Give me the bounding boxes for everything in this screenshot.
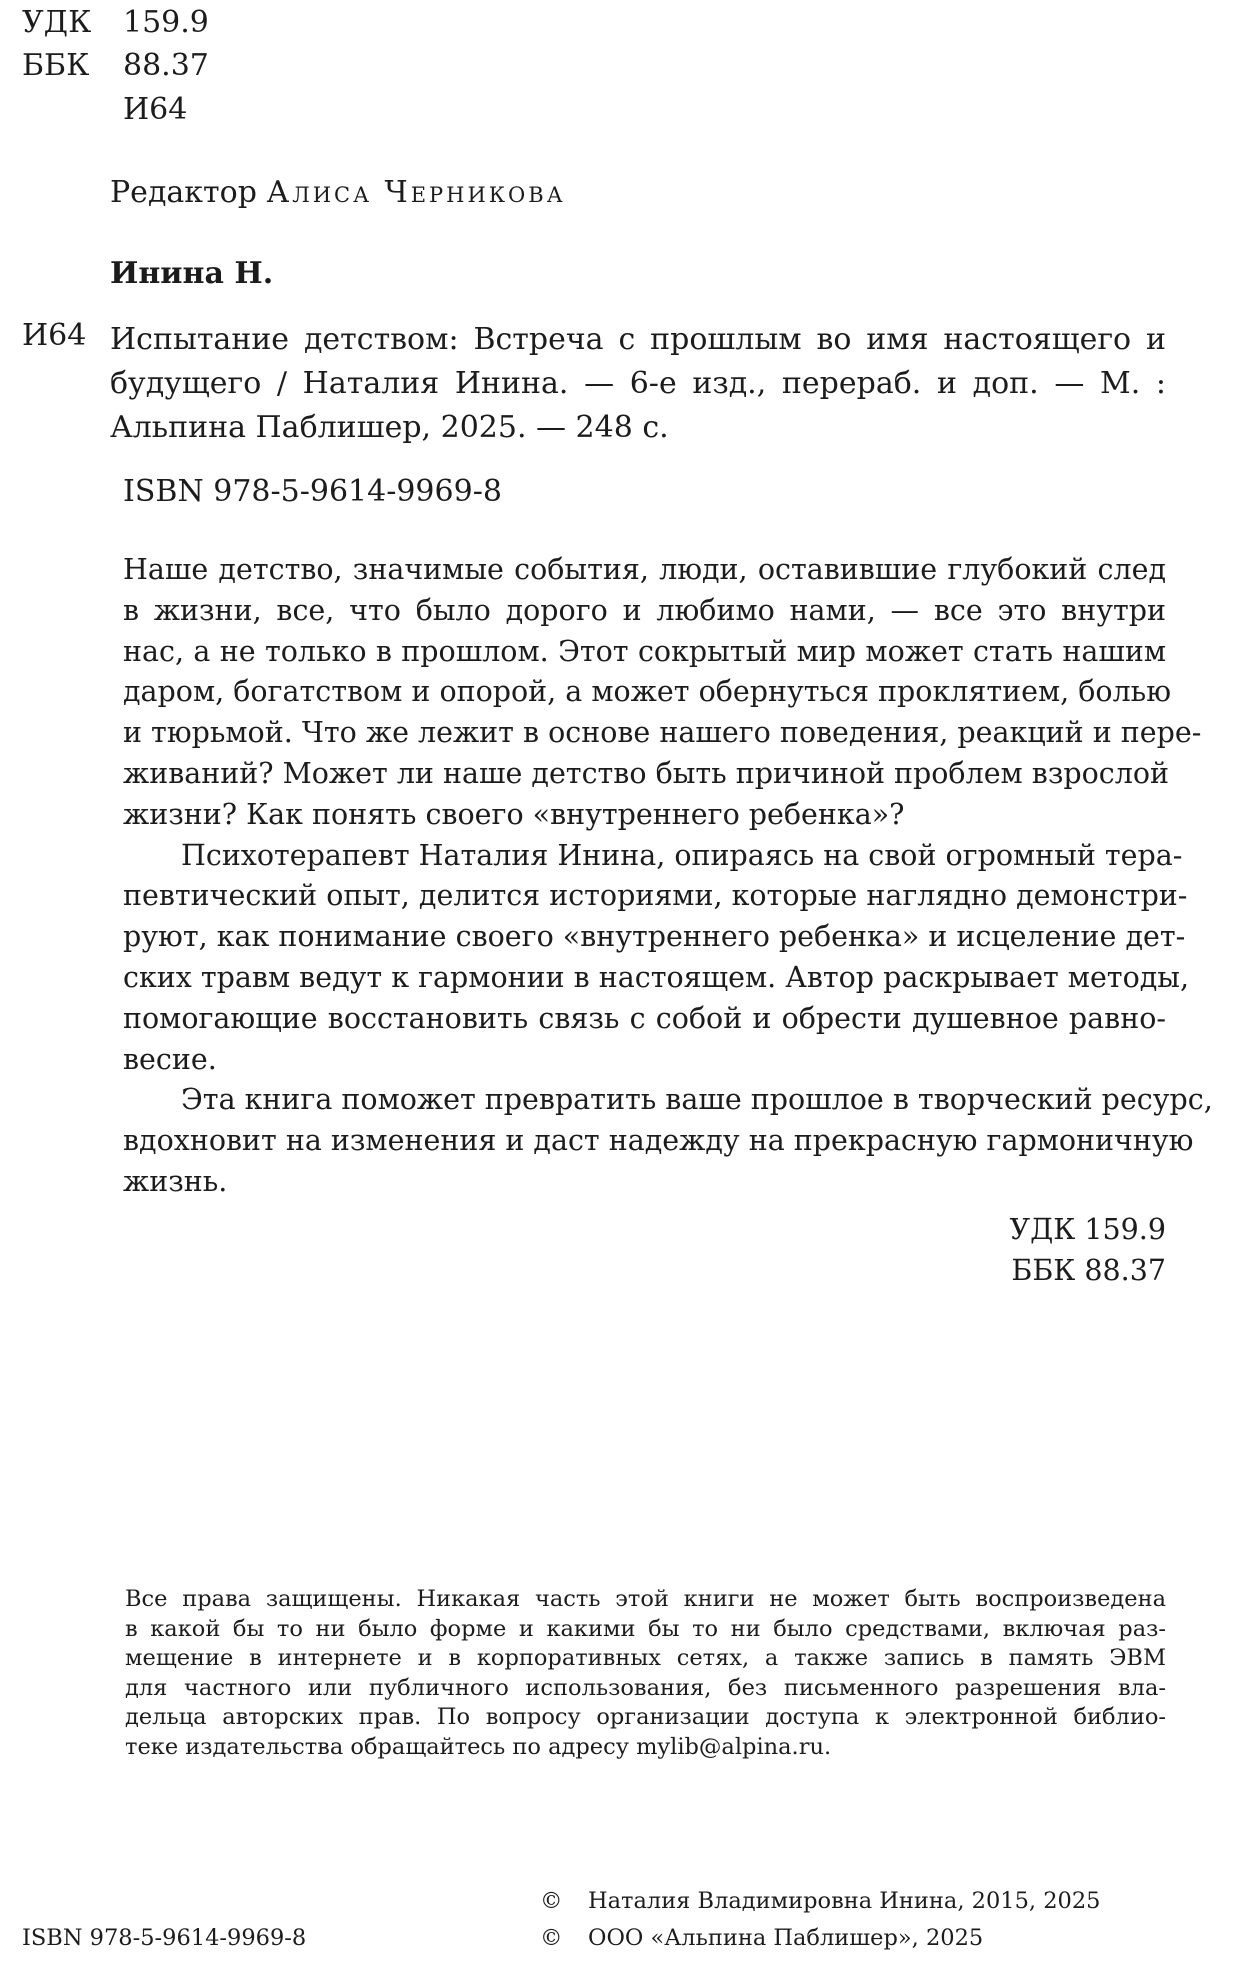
rights-line: теке издательства обращайтесь по адресу mylib@alpina.ru.: [125, 1733, 832, 1760]
bibliography-mark: И64: [22, 318, 87, 353]
rights-notice: [125, 1585, 1166, 1762]
footer-bbk: ББК 88.37: [1011, 1253, 1166, 1287]
rights-line: для частного или публичного использования, без письменного разрешения вла-: [125, 1674, 1166, 1701]
rights-line: в какой бы то ни было форме и какими бы то ни было средствами, включая раз-: [125, 1615, 1166, 1642]
annotation: [123, 550, 1213, 1203]
bbk-value: 88.37: [123, 48, 209, 83]
annotation-line: певтический опыт, делится историями, которые наглядно демонстри-: [123, 879, 1188, 913]
annotation-line: даром, богатством и опорой, а может обернуться проклятием, болью: [123, 675, 1172, 709]
annotation-line: живаний? Может ли наше детство быть причиной проблем взрослой: [123, 756, 1169, 790]
isbn-bottom: ISBN 978-5-9614-9969-8: [22, 1925, 307, 1951]
annotation-line: руют, как понимание своего «внутреннего ребенка» и исцеление дет-: [123, 920, 1186, 954]
copyright-symbol-2: ©: [540, 1925, 563, 1951]
annotation-line: и тюрьмой. Что же лежит в основе нашего поведения, реакций и пере-: [123, 716, 1202, 750]
author-mark: И64: [123, 92, 188, 127]
rights-line: мещение в интернете и в корпоративных сетях, а также запись в память ЭВМ: [125, 1645, 1166, 1671]
bibliography-line: будущего / Наталия Инина. — 6-е изд., перераб. и доп. — М. :: [110, 366, 1166, 401]
udk-value: 159.9: [123, 5, 209, 40]
annotation-line: помогающие восстановить связь с собой и обрести душевное равно-: [123, 1001, 1166, 1035]
editor-name: Алиса Черникова: [266, 175, 566, 210]
udk-label: УДК: [22, 5, 92, 40]
editor-line: [110, 175, 566, 211]
rights-line: дельца авторских прав. По вопросу организации доступа к электронной библио-: [125, 1704, 1166, 1730]
annotation-line: весие.: [123, 1042, 217, 1076]
copyright-line-2: ООО «Альпина Паблишер», 2025: [588, 1925, 984, 1951]
annotation-paragraph-3: [123, 1080, 1213, 1202]
isbn: ISBN 978-5-9614-9969-8: [123, 474, 502, 509]
bibliography-line: Альпина Паблишер, 2025. — 248 с.: [110, 410, 669, 445]
footer-udk: УДК 159.9: [1009, 1213, 1166, 1246]
copyright-symbol-1: ©: [540, 1888, 563, 1914]
annotation-line: жизнь.: [123, 1164, 228, 1198]
annotation-line: в жизни, все, что было дорого и любимо нами, — все это внутри: [123, 593, 1166, 627]
annotation-line: нас, а не только в прошлом. Этот сокрытый мир может стать нашим: [123, 634, 1166, 668]
footer-codes: [1010, 1210, 1166, 1292]
annotation-line: жизни? Как понять своего «внутреннего ребенка»?: [123, 797, 905, 831]
annotation-line: Психотерапевт Наталия Инина, опираясь на свой огромный тера-: [181, 838, 1183, 872]
editor-label: Редактор: [110, 175, 257, 210]
annotation-line: ских травм ведут к гармонии в настоящем. Автор раскрывает методы,: [123, 960, 1190, 994]
annotation-line: Эта книга поможет превратить ваше прошлое в творческий ресурс,: [181, 1083, 1213, 1117]
annotation-line: вдохновит на изменения и даст надежду на прекрасную гармоничную: [123, 1124, 1194, 1158]
copyright-line-1: Наталия Владимировна Инина, 2015, 2025: [588, 1888, 1101, 1914]
annotation-paragraph-1: [123, 550, 1202, 836]
bibliography-line: Испытание детством: Встреча с прошлым во имя настоящего и: [110, 322, 1166, 357]
annotation-line: Наше детство, значимые события, люди, оставившие глубокий след: [123, 553, 1166, 586]
rights-line: Все права защищены. Никакая часть этой книги не может быть воспроизведена: [125, 1586, 1166, 1612]
bibliography-description: [110, 318, 1166, 450]
bbk-label: ББК: [22, 48, 90, 83]
author-heading: Инина Н.: [110, 256, 274, 291]
annotation-paragraph-2: [123, 836, 1190, 1081]
